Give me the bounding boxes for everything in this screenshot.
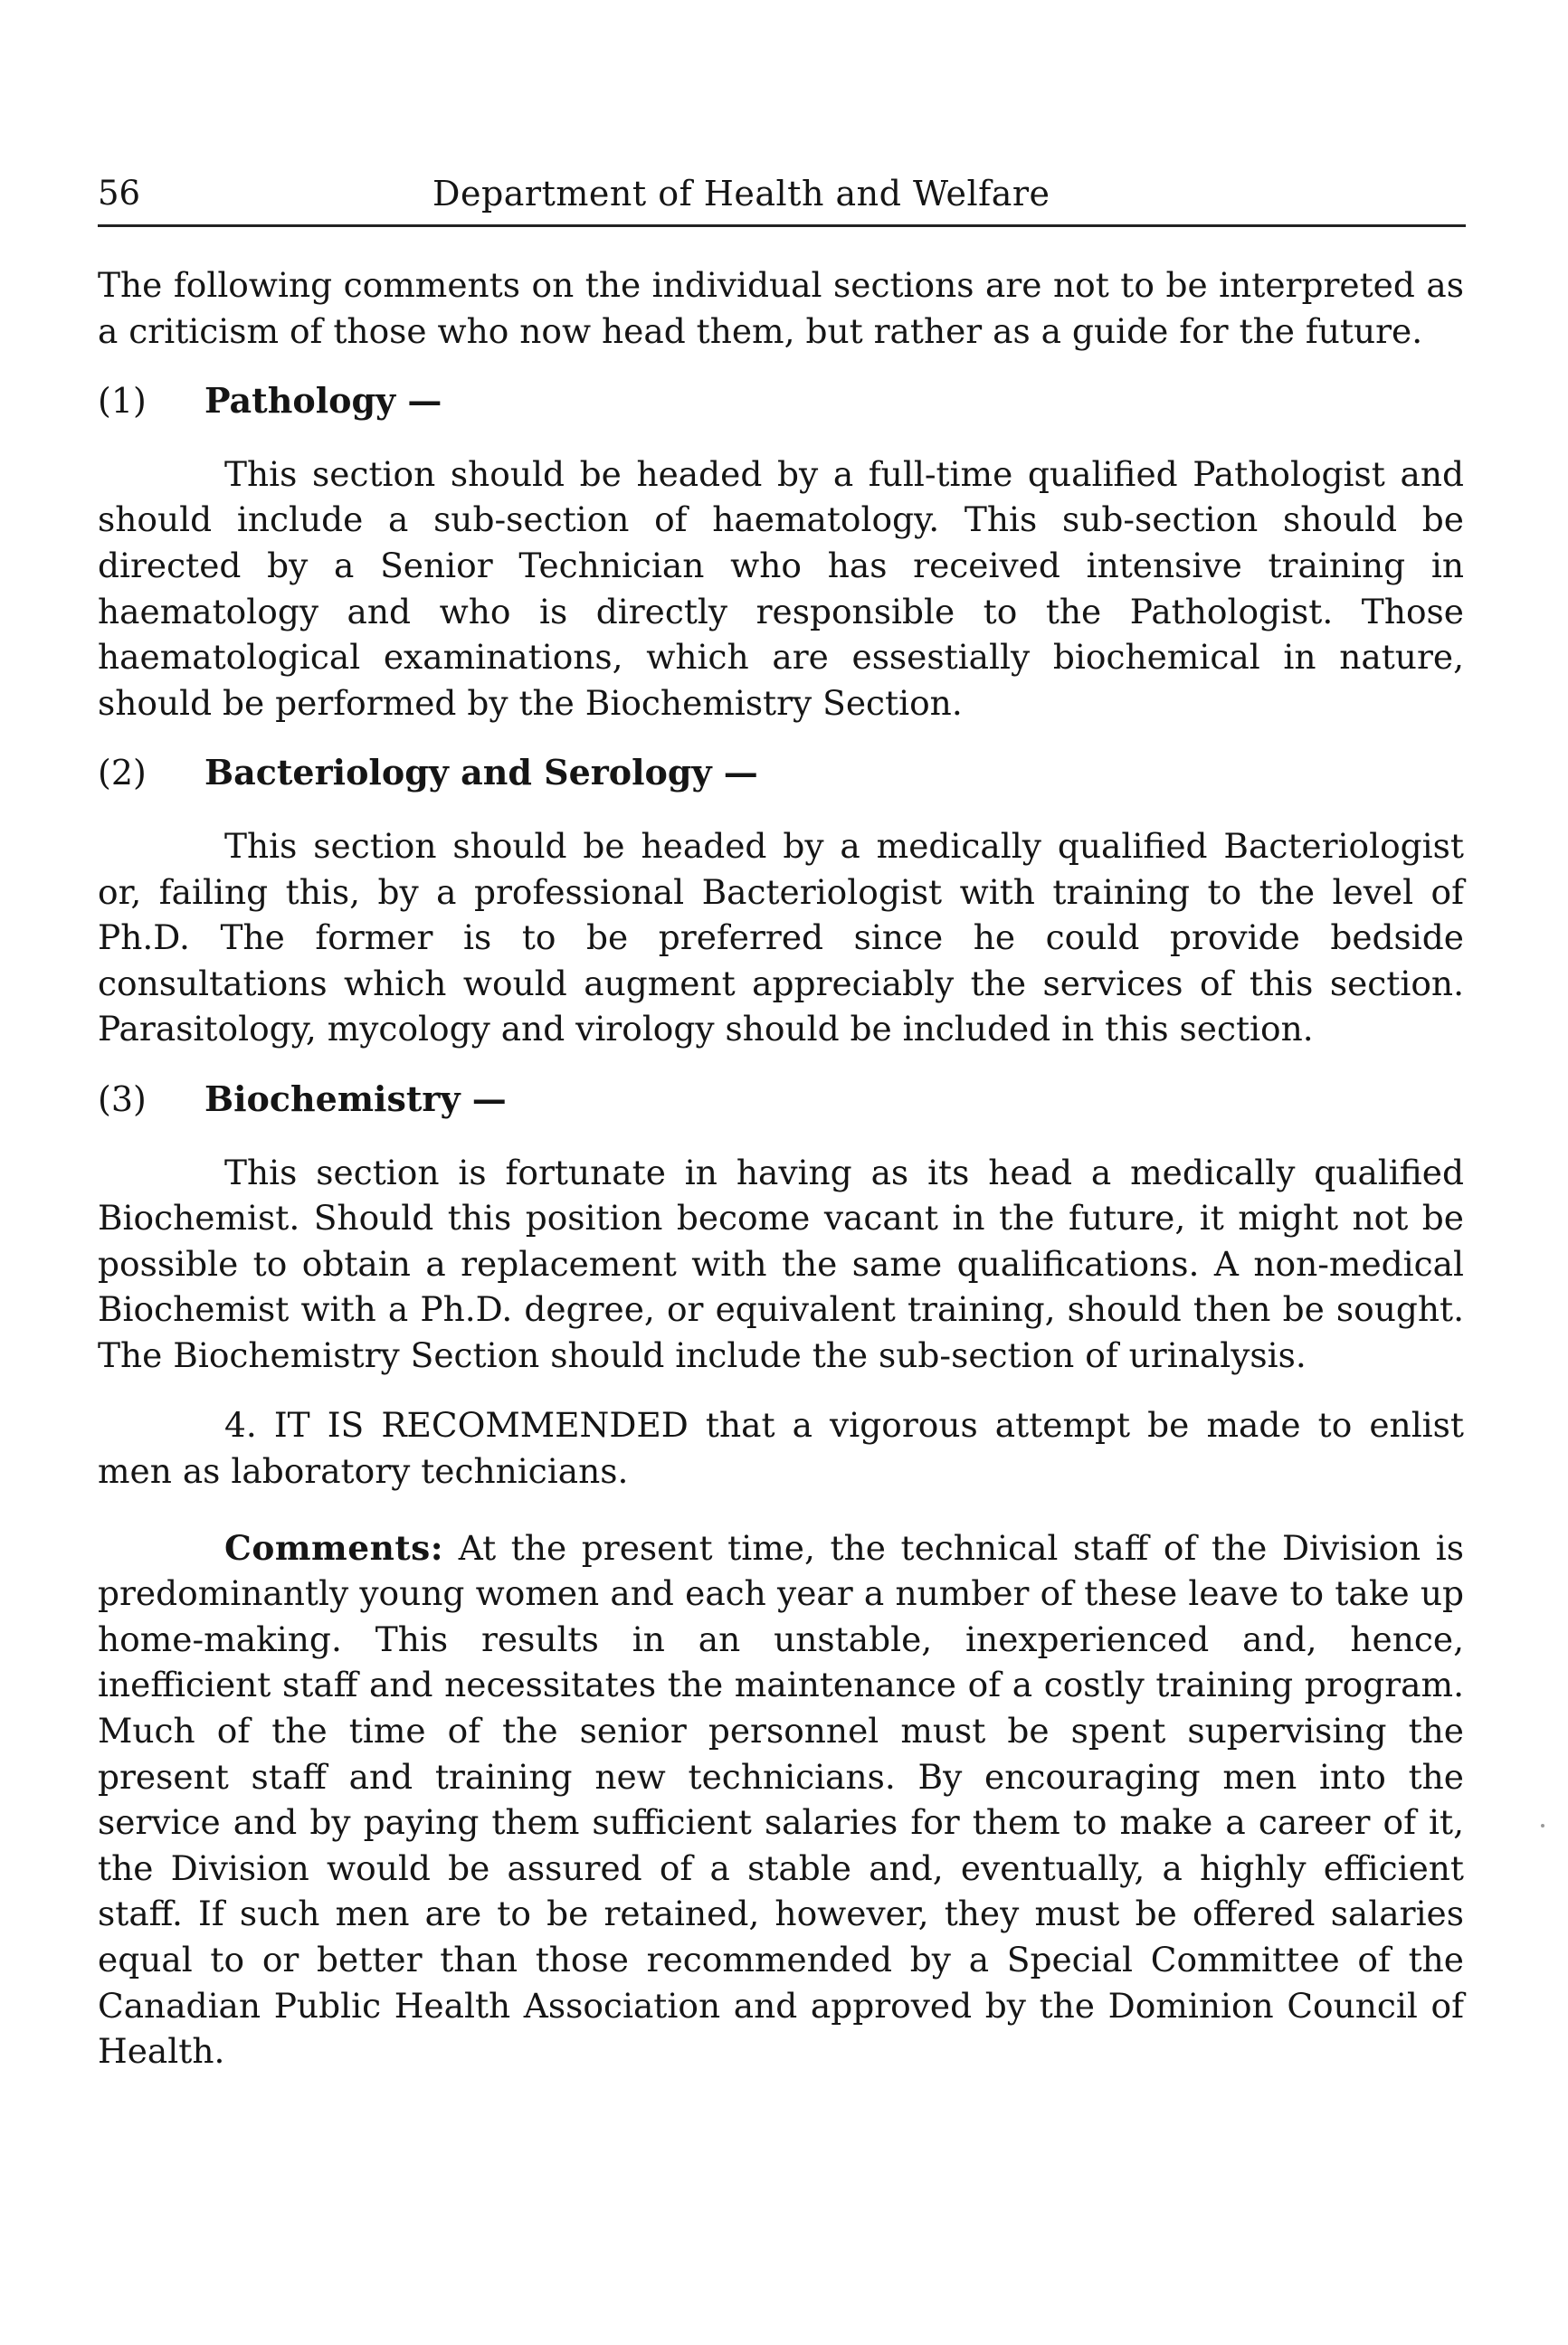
section-heading-pathology [98,378,1464,424]
section-title: Pathology — [204,380,442,422]
comments-label: Comments: [224,1527,444,1568]
running-title: Department of Health and Welfare [432,174,1050,214]
page-header [98,168,1466,219]
intro-paragraph: The following comments on the individual sections are not to be interpreted as a criticism of those who now head them, but rather as a guide for the future. [98,265,1464,351]
section-heading-bacteriology [98,750,1464,796]
scan-speck [1541,1824,1544,1828]
section-paragraph-pathology: This section should be headed by a full-time qualified Pathologist and should include a sub-section of haematology. This sub-section should be directed by a Senior Technician who has received intensive training in haematology and who is directly responsible to the Pathologist. Those haematological examinations, which are essestially biochemical in nature, should be performed by the Biochemistry Section. [98,453,1464,723]
section-number: (1) [98,381,147,422]
section-title: Bacteriology and Serology — [204,752,758,793]
section-number: (3) [98,1078,147,1119]
section-paragraph-biochemistry: This section is fortunate in having as its head a medically qualified Biochemist. Should this position become vacant in the future, it might not be possible to obtain a replacement with the same qualifications. A non-medical Biochemist with a Ph.D. degree, or equivalent training, should then be sought. The Biochemistry Section should include the sub-section of urinalysis. [98,1152,1464,1375]
body-text [98,262,1464,2074]
comments-text: At the present time, the technical staff of the Division is predominantly young women and each year a number of these leave to take up home-making. This results in an unstable, inexperienced and, hence, inefficient staff and necessitates the maintenance of a costly training program. Much of the time of the senior personnel must be spent supervising the present staff and training new technicians. By encouraging men into the service and by paying them sufficient salaries for them to make a career of it, the Division would be assured of a stable and, eventually, a highly efficient staff. If such men are to be retained, however, they must be offered salaries equal to or better than those recommended by a Special Committee of the Canadian Public Health Association and approved by the Dominion Council of Health. [98,1527,1464,2072]
section-number: (2) [98,753,147,793]
recommendation-paragraph: 4. IT IS RECOMMENDED that a vigorous attempt be made to enlist men as laboratory technicians. [98,1405,1464,1492]
page-number: 56 [98,174,141,213]
header-rule [98,224,1466,227]
section-paragraph-bacteriology: This section should be headed by a medically qualified Bacteriologist or, failing this, by a professional Bacteriologist with training to the level of Ph.D. The former is to be preferred since he could provide bedside consultations which would augment appreciably the services of this section. Parasitology, mycology and virology should be included in this section. [98,825,1464,1049]
comments-paragraph [98,1525,1464,2074]
section-title: Biochemistry — [204,1078,507,1119]
section-heading-biochemistry [98,1077,1464,1123]
